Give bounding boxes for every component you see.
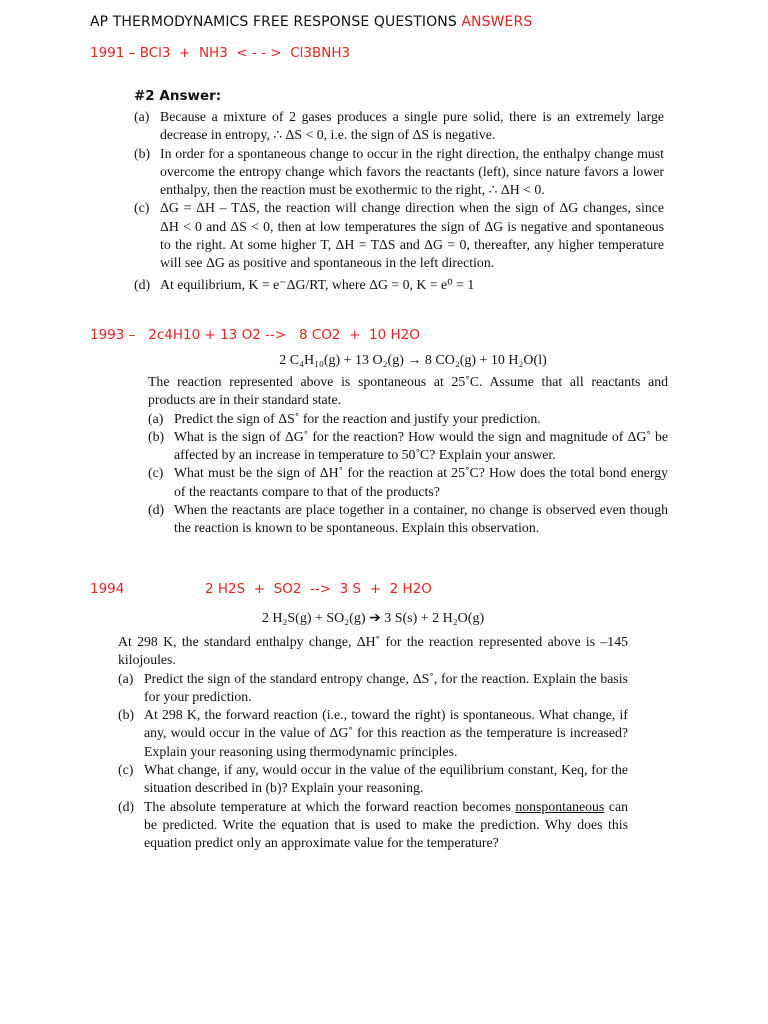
question-intro: The reaction represented above is spontaneous at 25˚C. Assume that all reactants and products are in their standard state. <box>148 374 668 408</box>
title-main: AP THERMODYNAMICS FREE RESPONSE QUESTIONS <box>90 14 462 30</box>
answer-item: (c) ΔG = ΔH – TΔS, the reaction will change direction when the sign of ΔG changes, since ΔH < 0 and ΔS < 0, then at low temperatures the sign of ΔG is negative and spontaneous to the right. At some higher T, ΔH = TΔS and ΔG = 0, thereafter, any higher temperature will see ΔG as positive and spontaneous in the left direction. <box>134 200 664 271</box>
question-item: (a) Predict the sign of ΔS˚ for the reaction and justify your prediction. <box>148 410 541 426</box>
section-1991-answers <box>134 108 664 294</box>
question-item: (d) The absolute temperature at which the forward reaction becomes nonspontaneous can be predicted. Write the equation that is used to make the prediction. Why does this equation predict only an approximate value for the temperature? <box>118 798 628 851</box>
question-item: (b) At 298 K, the forward reaction (i.e., toward the right) is spontaneous. What change, if any, would occur in the value of ΔG˚ for this reaction as the temperature is increased? Explain your reasoning using thermodynamic principles. <box>118 707 628 759</box>
answer-2-heading: #2 Answer: <box>134 88 222 104</box>
question-item: (c) What change, if any, would occur in the value of the equilibrium constant, Keq, for the situation described in (b)? Explain your reasoning. <box>118 762 628 796</box>
question-item: (c) What must be the sign of ΔH˚ for the reaction at 25˚C? How does the total bond energy of the reactants compare to that of the products? <box>148 465 668 499</box>
section-1994-year: 1994 <box>90 581 125 597</box>
section-1994-question <box>118 633 628 853</box>
answer-item: (a) Because a mixture of 2 gases produces a single pure solid, there is an extremely large decrease in entropy, ∴ ΔS < 0, i.e. the sign of ΔS is negative. <box>134 109 664 143</box>
equation-1994: 2 H₂S(g) + SO₂(g) ➔ 3 S(s) + 2 H₂O(g) <box>261 611 485 626</box>
section-1993-question <box>148 373 668 538</box>
page-title <box>90 14 532 30</box>
title-answers: ANSWERS <box>461 14 533 30</box>
section-1991-heading: 1991 – BCl3 + NH3 < - - > Cl3BNH3 <box>90 45 351 61</box>
question-item: (d) When the reactants are place together in a container, no change is observed even though the reaction is known to be spontaneous. Explain this observation. <box>148 502 668 536</box>
section-1994-reaction: 2 H2S + SO2 --> 3 S + 2 H2O <box>205 581 432 597</box>
question-item: (b) What is the sign of ΔG˚ for the reaction? How would the sign and magnitude of ΔG˚ be affected by an increase in temperature to 50˚C? Explain your answer. <box>148 428 668 463</box>
question-item: (a) Predict the sign of the standard entropy change, ΔS˚, for the reaction. Explain the basis for your prediction. <box>118 670 628 704</box>
section-1993-heading: 1993 – 2c4H10 + 13 O2 --> 8 CO2 + 10 H2O <box>90 327 420 343</box>
question-intro: At 298 K, the standard enthalpy change, ΔH˚ for the reaction represented above is –145 kilojoules. <box>118 634 628 668</box>
answer-item: (d) At equilibrium, K = e⁻ΔG/RT, where ΔG = 0, K = e⁰ = 1 <box>134 276 475 292</box>
underlined-term: nonspontaneous <box>515 798 605 814</box>
answer-item: (b) In order for a spontaneous change to occur in the right direction, the enthalpy change must overcome the entropy change which favors the reactants (left), since nature favors a lower enthalpy, then the reaction must be exothermic to the right, ∴ ΔH < 0. <box>134 145 664 198</box>
equation-1993: 2 C₄H₁₀(g) + 13 O₂(g) → 8 CO₂(g) + 10 H₂O(l) <box>279 353 547 368</box>
